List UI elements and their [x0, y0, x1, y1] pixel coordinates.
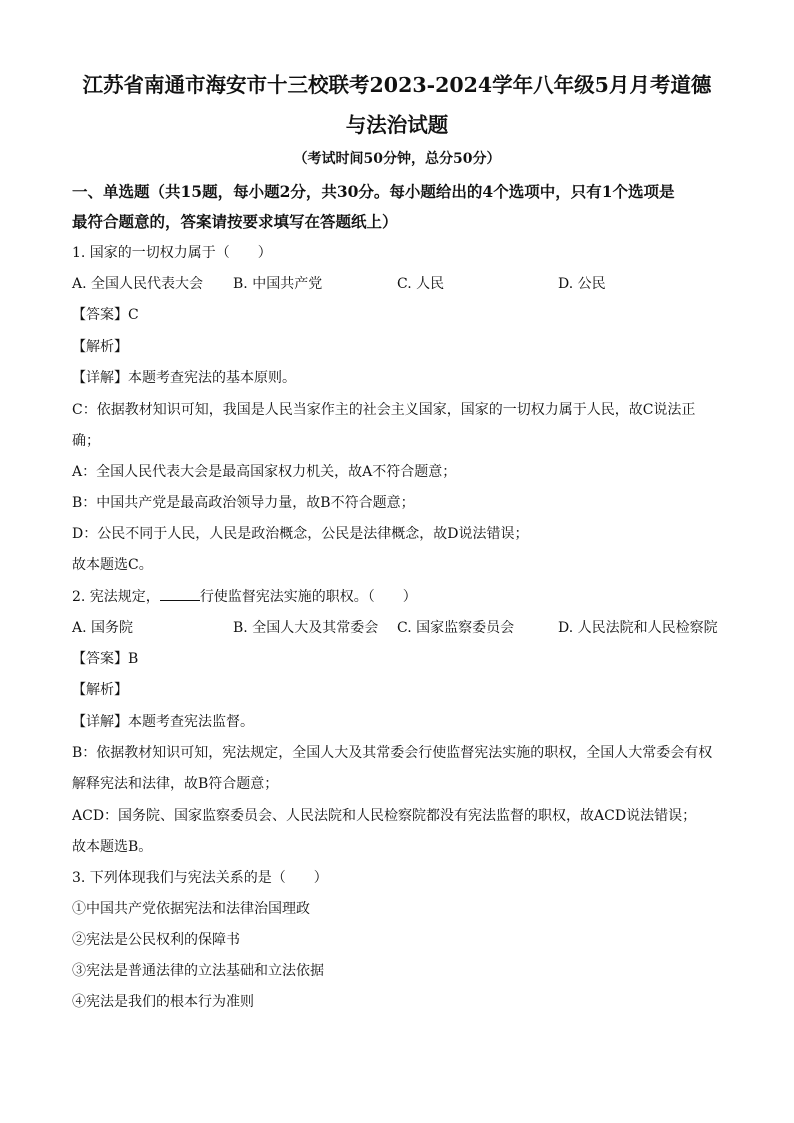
question-2-blank — [160, 587, 200, 601]
question-1-explanation-line: 确； — [72, 433, 100, 449]
question-3-stem: 3. 下列体现我们与宪法关系的是（ ） — [72, 870, 328, 886]
question-2-stem-before: 2. 宪法规定， — [72, 589, 160, 605]
question-2-analysis-label: 【解析】 — [72, 682, 128, 698]
exam-subtitle: （考试时间50分钟，总分50分） — [293, 151, 501, 167]
question-3-item-2: ②宪法是公民权利的保障书 — [72, 932, 240, 948]
question-1-conclusion: 故本题选C。 — [72, 557, 153, 573]
question-1-option-a: A. 全国人民代表大会 — [72, 276, 204, 292]
question-1-detail: 【详解】本题考查宪法的基本原则。 — [72, 370, 296, 386]
question-1-stem: 1. 国家的一切权力属于（ ） — [72, 245, 272, 261]
question-2-option-a: A. 国务院 — [72, 620, 134, 636]
section-header-line1: 一、单选题（共15题，每小题2分，共30分。每小题给出的4个选项中，只有1个选项是 — [72, 182, 675, 201]
question-2-explanation-line: B：依据教材知识可知，宪法规定，全国人大及其常委会行使监督宪法实施的职权，全国人大常委会有权 — [72, 745, 713, 761]
question-1-explanation-line: C：依据教材知识可知，我国是人民当家作主的社会主义国家，国家的一切权力属于人民，故C说法正 — [72, 402, 696, 418]
question-3-item-1: ①中国共产党依据宪法和法律治国理政 — [72, 901, 310, 917]
question-2-option-c: C. 国家监察委员会 — [397, 620, 515, 636]
question-1-answer: 【答案】C — [72, 307, 139, 323]
question-1-explanation-line: A：全国人民代表大会是最高国家权力机关，故A不符合题意； — [72, 464, 457, 480]
section-header-line2: 最符合题意的，答案请按要求填写在答题纸上） — [72, 212, 398, 231]
question-1-explanation-line: D：公民不同于人民，人民是政治概念，公民是法律概念，故D说法错误； — [72, 526, 529, 542]
question-2-option-d: D. 人民法院和人民检察院 — [558, 620, 718, 636]
exam-title-line1: 江苏省南通市海安市十三校联考2023-2024学年八年级5月月考道德 — [82, 73, 712, 97]
question-2-stem-after: 行使监督宪法实施的职权。（ ） — [199, 589, 417, 605]
question-2-detail: 【详解】本题考查宪法监督。 — [72, 714, 254, 730]
question-2-option-b: B. 全国人大及其常委会 — [233, 620, 379, 636]
question-1-option-b: B. 中国共产党 — [233, 276, 323, 292]
question-1-explanation-line: B：中国共产党是最高政治领导力量，故B不符合题意； — [72, 495, 415, 511]
question-1-option-c: C. 人民 — [397, 276, 445, 292]
question-2-explanation-line: ACD：国务院、国家监察委员会、人民法院和人民检察院都没有宪法监督的职权，故ACD说法错误； — [72, 808, 697, 824]
exam-title-line2: 与法治试题 — [345, 113, 449, 137]
question-1-option-d: D. 公民 — [558, 276, 606, 292]
question-2-explanation-line: 解释宪法和法律，故B符合题意； — [72, 776, 279, 792]
question-1-analysis-label: 【解析】 — [72, 339, 128, 355]
question-3-item-3: ③宪法是普通法律的立法基础和立法依据 — [72, 963, 324, 979]
question-2-answer: 【答案】B — [72, 651, 139, 667]
question-2-stem — [72, 587, 417, 606]
question-2-conclusion: 故本题选B。 — [72, 839, 153, 855]
question-3-item-4: ④宪法是我们的根本行为准则 — [72, 994, 254, 1010]
